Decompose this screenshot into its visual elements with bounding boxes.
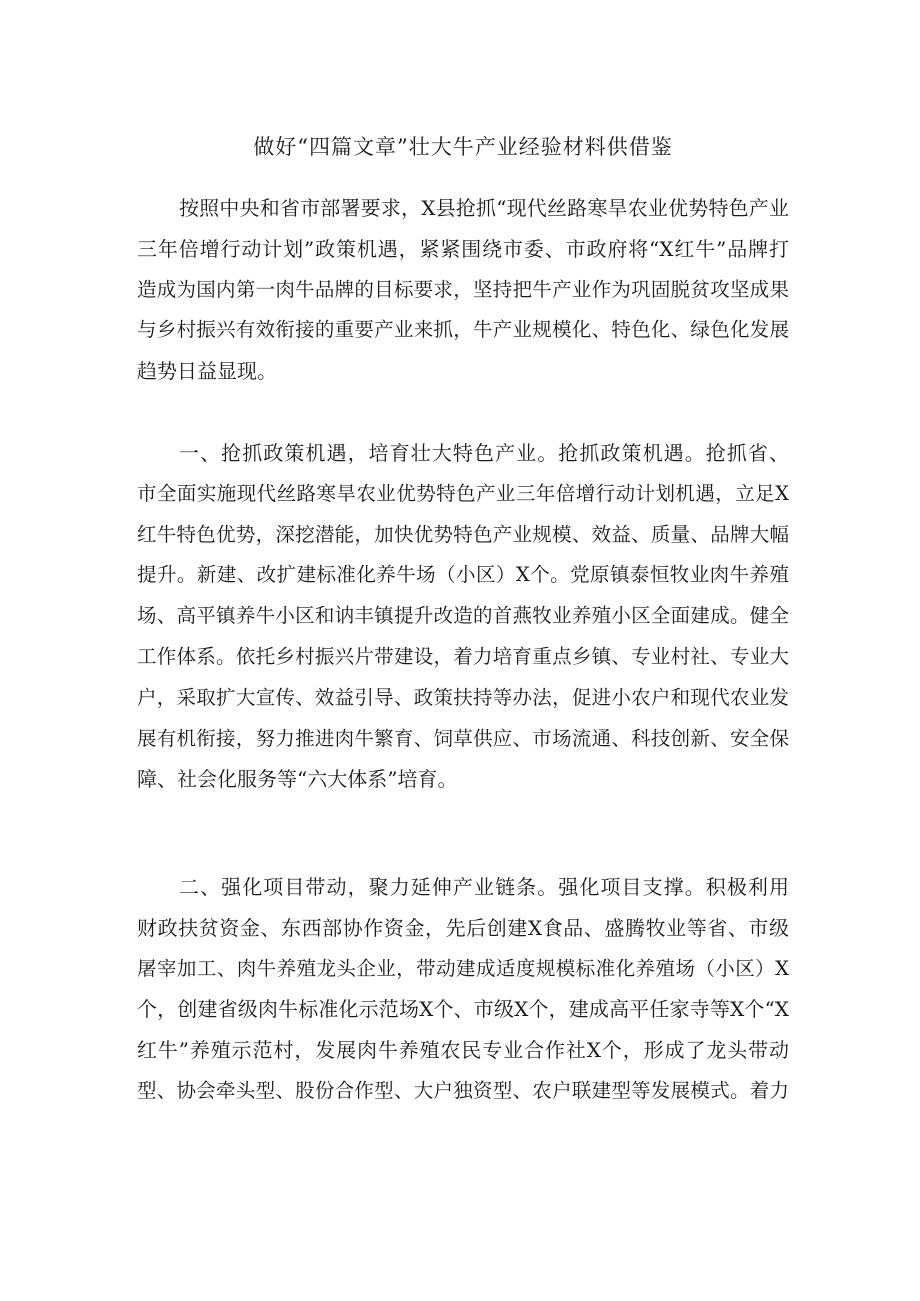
text-line: 红牛特色优势，深挖潜能，加快优势特色产业规模、效益、质量、品牌大幅 (137, 522, 789, 546)
text-line: 障、社会化服务等“六大体系”培育。 (137, 767, 458, 792)
text-line: 按照中央和省市部署要求，X县抢抓“现代丝路寒旱农业优势特色产业 (179, 196, 789, 220)
paragraph-section-one (137, 433, 789, 800)
text-line: 财政扶贫资金、东西部协作资金，先后创建X食品、盛腾牧业等省、市级 (137, 915, 789, 940)
text-line: 一、抢抓政策机遇，培育壮大特色产业。抢抓政策机遇。抢抓省、 (179, 441, 789, 465)
text-line: 展有机衔接，努力推进肉牛繁育、饲草供应、市场流通、科技创新、安全保 (137, 726, 789, 750)
text-line: 二、强化项目带动，聚力延伸产业链条。强化项目支撑。积极利用 (179, 875, 789, 899)
document-title: 做好“四篇文章”壮大牛产业经验材料供借鉴 (253, 135, 673, 159)
text-line: 与乡村振兴有效衔接的重要产业来抓，牛产业规模化、特色化、绿色化发展 (137, 318, 789, 342)
text-line: 户，采取扩大宣传、效益引导、政策扶持等办法，促进小农户和现代农业发 (137, 685, 789, 709)
text-line: 造成为国内第一肉牛品牌的目标要求，坚持把牛产业作为巩固脱贫攻坚成果 (137, 277, 789, 301)
text-line: 红牛”养殖示范村，发展肉牛养殖农民专业合作社X个，形成了龙头带动 (137, 1038, 789, 1063)
text-line: 工作体系。依托乡村振兴片带建设，着力培育重点乡镇、专业村社、专业大 (137, 644, 789, 668)
text-line: 三年倍增行动计划”政策机遇，紧紧围绕市委、市政府将“X红牛”品牌打 (137, 236, 789, 261)
text-line: 型、协会牵头型、股份合作型、大户独资型、农户联建型等发展模式。着力 (137, 1078, 789, 1102)
text-line: 个，创建省级肉牛标准化示范场X个、市级X个，建成高平任家寺等X个“X (137, 997, 789, 1022)
paragraph-section-two (137, 867, 789, 1112)
text-line: 趋势日益显现。 (137, 359, 277, 384)
text-line: 屠宰加工、肉牛养殖龙头企业，带动建成适度规模标准化养殖场（小区）X (137, 956, 789, 980)
text-line: 提升。新建、改扩建标准化养牛场（小区）X个。党原镇泰恒牧业肉牛养殖 (137, 563, 789, 587)
paragraph-intro (137, 188, 789, 392)
text-line: 市全面实施现代丝路寒旱农业优势特色产业三年倍增行动计划机遇，立足X (137, 481, 789, 505)
text-line: 场、高平镇养牛小区和讷丰镇提升改造的首燕牧业养殖小区全面建成。健全 (137, 604, 789, 628)
